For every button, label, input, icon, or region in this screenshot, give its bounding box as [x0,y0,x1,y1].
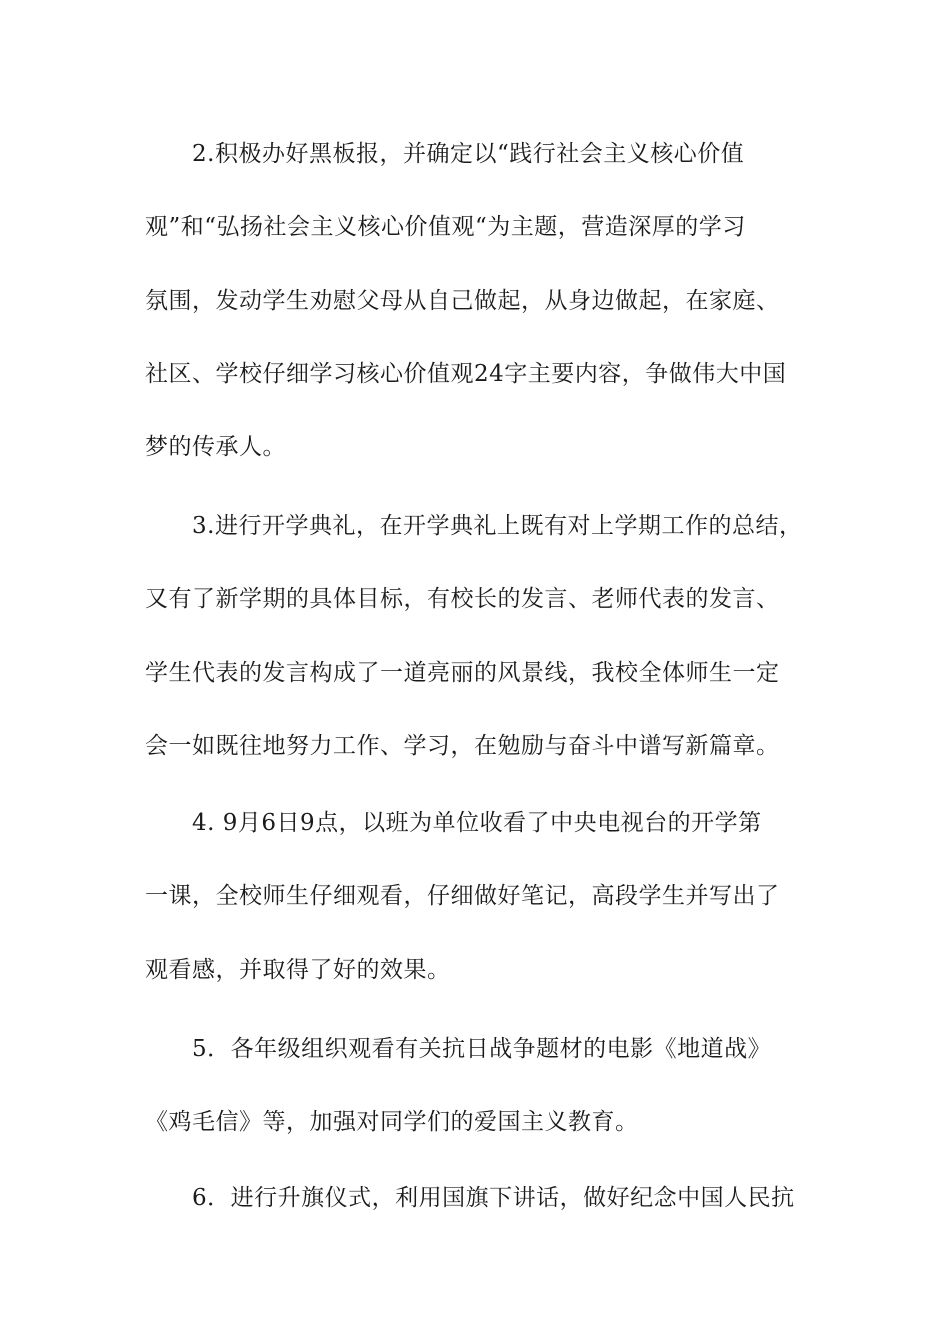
text-line: 《鸡毛信》等，加强对同学们的爱国主义教育。 [145,1109,639,1135]
text-line: 又有了新学期的具体目标，有校长的发言、老师代表的发言、 [145,586,780,612]
text-line: 6．进行升旗仪式，利用国旗下讲话，做好纪念中国人民抗 [192,1185,795,1211]
text-line: 3.进行开学典礼，在开学典礼上既有对上学期工作的总结， [192,513,803,539]
text-line: 5．各年级组织观看有关抗日战争题材的电影《地道战》 [192,1036,772,1062]
text-line: 观看感，并取得了好的效果。 [145,957,451,983]
text-line: 社区、学校仔细学习核心价值观24字主要内容，争做伟大中国 [145,361,787,387]
text-line: 梦的传承人。 [145,434,286,460]
text-line: 一课，全校师生仔细观看，仔细做好笔记，高段学生并写出了 [145,883,780,909]
text-line: 4. 9月6日9点，以班为单位收看了中央电视台的开学第 [192,810,762,836]
text-line: 2.积极办好黑板报，并确定以“践行社会主义核心价值 [192,141,745,167]
text-line: 学生代表的发言构成了一道亮丽的风景线，我校全体师生一定 [145,660,780,686]
text-line: 观”和“弘扬社会主义核心价值观“为主题，营造深厚的学习 [145,214,746,240]
text-line: 会一如既往地努力工作、学习，在勉励与奋斗中谱写新篇章。 [145,733,780,759]
text-line: 氛围，发动学生劝慰父母从自己做起，从身边做起，在家庭、 [145,288,780,314]
